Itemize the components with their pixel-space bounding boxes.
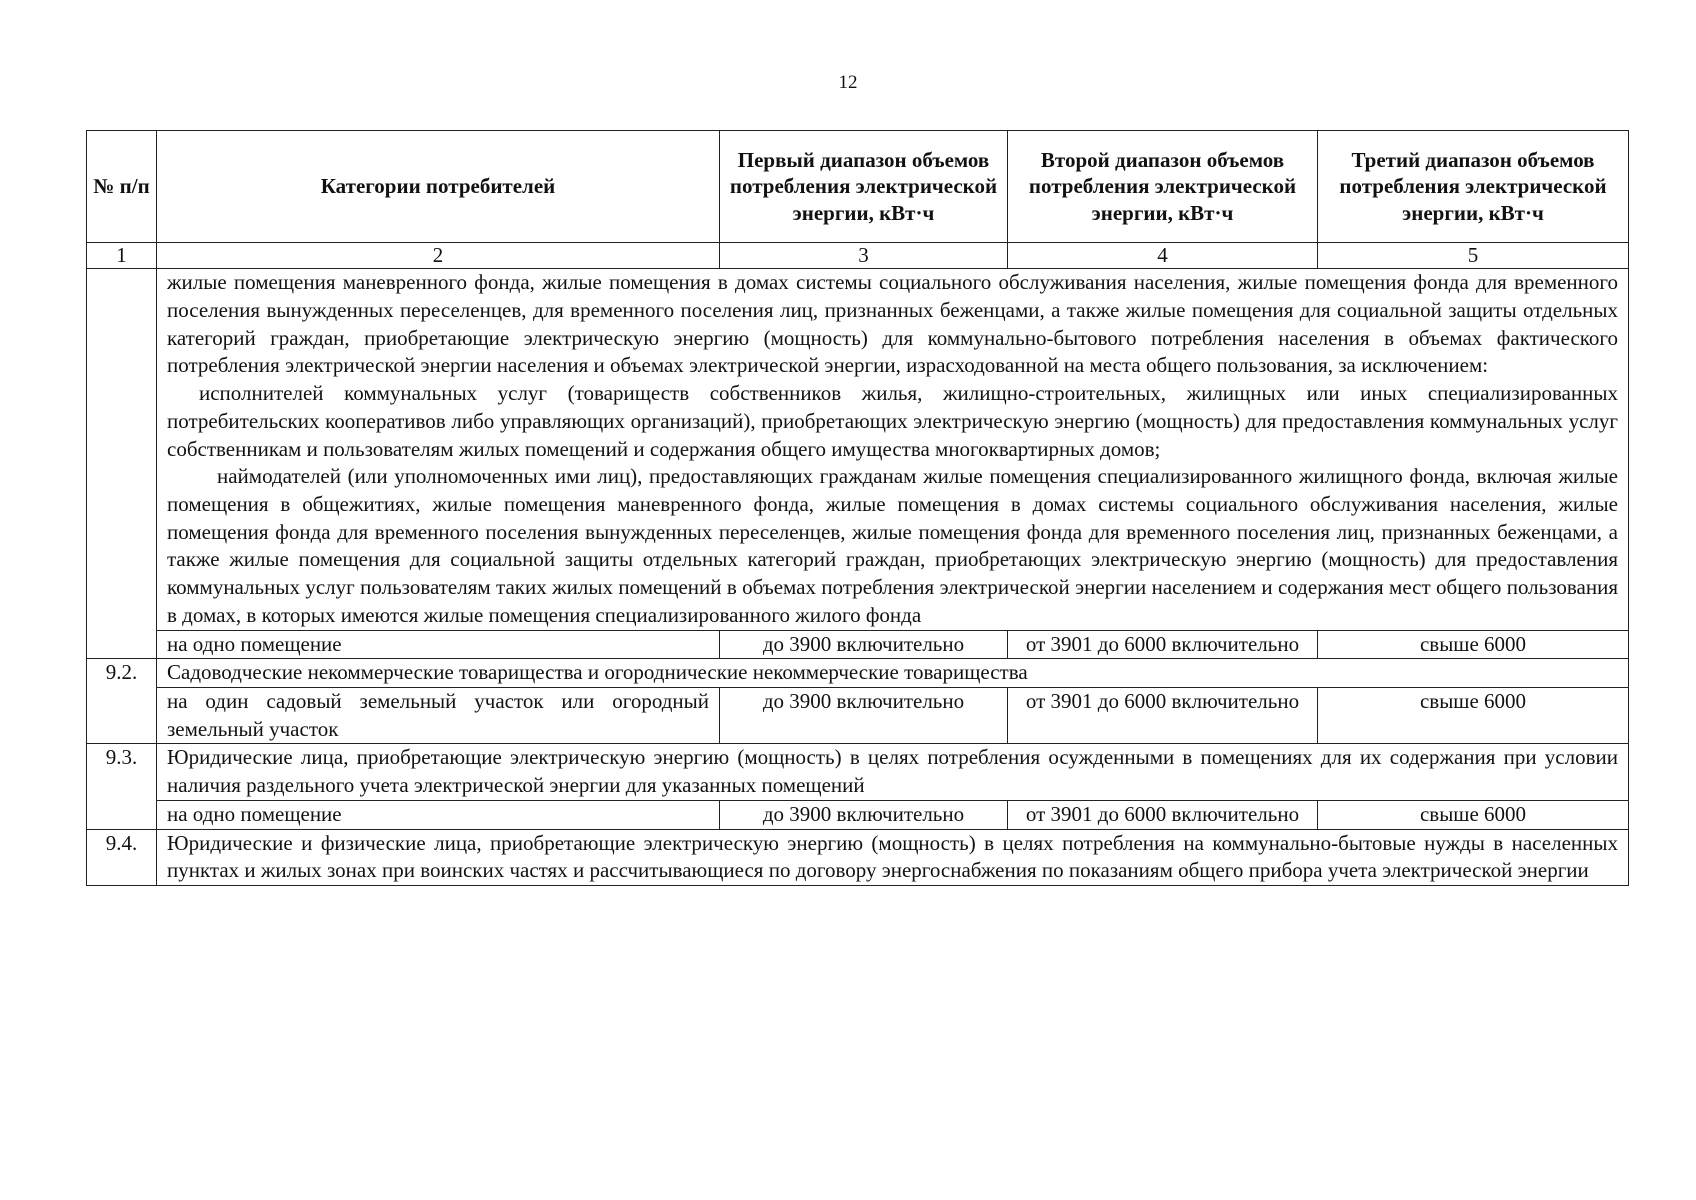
row-number-empty bbox=[87, 269, 157, 659]
header-range3: Третий диапазон объемов потребления электрической энергии, кВт·ч bbox=[1318, 131, 1629, 243]
column-number: 5 bbox=[1318, 243, 1629, 269]
header-range1: Первый диапазон объемов потребления электрической энергии, кВт·ч bbox=[720, 131, 1008, 243]
range3-cell: свыше 6000 bbox=[1318, 687, 1629, 743]
table-row bbox=[87, 800, 1629, 829]
table-row bbox=[87, 829, 1629, 885]
row-number: 9.3. bbox=[87, 744, 157, 829]
category-title: Садоводческие некоммерческие товарищества и огороднические некоммерческие товарищества bbox=[157, 659, 1629, 688]
continuation-text-row bbox=[87, 269, 1629, 630]
table-row bbox=[87, 630, 1629, 659]
row-number: 9.2. bbox=[87, 659, 157, 744]
tariff-table bbox=[86, 130, 1629, 886]
column-number-row bbox=[87, 243, 1629, 269]
paragraph: исполнителей коммунальных услуг (товариществ собственников жилья, жилищно-строительных, жилищных или иных специализированных потребительских кооперативов либо управляющих организаций), приобретающих электрическую энергию (мощность) для предоставления коммунальных услуг собственникам и пользователям жилых помещений и содержания общего имущества многоквартирных домов; bbox=[167, 381, 1618, 461]
paragraph: жилые помещения маневренного фонда, жилые помещения в домах системы социального обслуживания населения, жилые помещения фонда для временного поселения вынужденных переселенцев, для временного поселения лиц, признанных беженцами, а также жилые помещения для социальной защиты отдельных категорий граждан, приобретающие электрическую энергию (мощность) для коммунально-бытового потребления населения в объемах фактического потребления электрической энергии населения и объемах электрической энергии, израсходованной на места общего пользования, за исключением: bbox=[167, 270, 1618, 378]
column-number: 4 bbox=[1008, 243, 1318, 269]
unit-cell: на одно помещение bbox=[157, 800, 720, 829]
paragraph: наймодателей (или уполномоченных ими лиц), предоставляющих гражданам жилые помещения специализированного жилищного фонда, включая жилые помещения в общежитиях, жилые помещения маневренного фонда, жилые помещения в домах системы социального обслуживания населения, жилые помещения фонда для временного поселения вынужденных переселенцев, жилые помещения фонда для временного поселения лиц, признанных беженцами, а также жилые помещения для социальной защиты отдельных категорий граждан, приобретающих электрическую энергию (мощность) для предоставления коммунальных услуг пользователям таких жилых помещений в объемах потребления электрической энергии населением и содержания мест общего пользования в домах, в которых имеются жилые помещения специализированного жилого фонда bbox=[167, 464, 1618, 627]
category-title: Юридические и физические лица, приобретающие электрическую энергию (мощность) в целях потребления на коммунально-бытовые нужды в населенных пунктах и жилых зонах при воинских частях и рассчитывающиеся по договору энергоснабжения по показаниям общего прибора учета электрической энергии bbox=[157, 829, 1629, 885]
table-row bbox=[87, 744, 1629, 800]
category-title: Юридические лица, приобретающие электрическую энергию (мощность) в целях потребления осужденными в помещениях для их содержания при условии наличия раздельного учета электрической энергии для указанных помещений bbox=[157, 744, 1629, 800]
page-number: 12 bbox=[838, 72, 858, 93]
unit-cell: на один садовый земельный участок или огородный земельный участок bbox=[157, 687, 720, 743]
continuation-text bbox=[157, 269, 1629, 630]
header-num: № п/п bbox=[87, 131, 157, 243]
header-category: Категории потребителей bbox=[157, 131, 720, 243]
range3-cell: свыше 6000 bbox=[1318, 630, 1629, 659]
range2-cell: от 3901 до 6000 включительно bbox=[1008, 800, 1318, 829]
table-row bbox=[87, 659, 1629, 688]
range2-cell: от 3901 до 6000 включительно bbox=[1008, 630, 1318, 659]
range2-cell: от 3901 до 6000 включительно bbox=[1008, 687, 1318, 743]
column-number: 2 bbox=[157, 243, 720, 269]
header-range2: Второй диапазон объемов потребления электрической энергии, кВт·ч bbox=[1008, 131, 1318, 243]
row-number: 9.4. bbox=[87, 829, 157, 885]
range1-cell: до 3900 включительно bbox=[720, 630, 1008, 659]
header-row bbox=[87, 131, 1629, 243]
range1-cell: до 3900 включительно bbox=[720, 800, 1008, 829]
table-row bbox=[87, 687, 1629, 743]
range3-cell: свыше 6000 bbox=[1318, 800, 1629, 829]
range1-cell: до 3900 включительно bbox=[720, 687, 1008, 743]
column-number: 1 bbox=[87, 243, 157, 269]
unit-cell: на одно помещение bbox=[157, 630, 720, 659]
column-number: 3 bbox=[720, 243, 1008, 269]
